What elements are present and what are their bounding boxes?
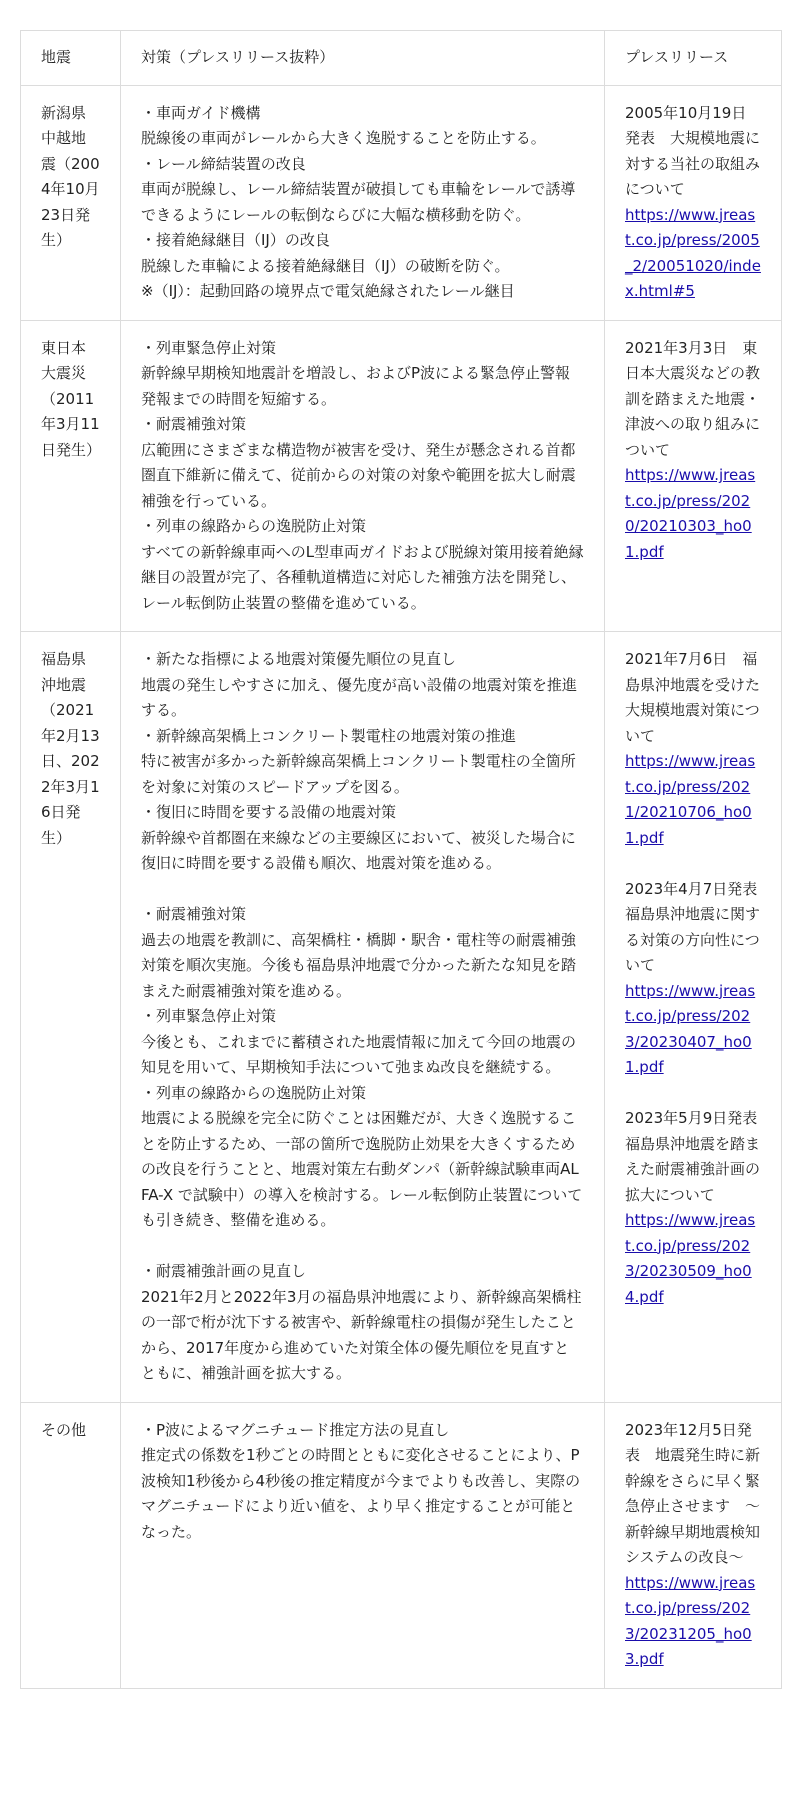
measure-line: ・復旧に時間を要する設備の地震対策 [141, 803, 397, 821]
press-release-link[interactable]: https://www.jreast.co.jp/press/2023/20230509_ho04.pdf [625, 1211, 756, 1306]
press-release-link[interactable]: https://www.jreast.co.jp/press/2020/20210303_ho01.pdf [625, 466, 756, 561]
measure-line: ・耐震補強対策 [141, 905, 247, 923]
measures-cell [121, 632, 605, 1403]
press-release-entry [625, 1106, 773, 1310]
measures-list [141, 101, 584, 305]
measure-line: ・新たな指標による地震対策優先順位の見直し [141, 650, 457, 668]
table-row [21, 1402, 782, 1688]
press-release-link[interactable]: https://www.jreast.co.jp/press/2023/20231205_ho03.pdf [625, 1573, 756, 1668]
measure-line: ・P波によるマグニチュード推定方法の見直し [141, 1420, 450, 1439]
measure-line: 脱線した車輪による接着絶縁継目（IJ）の破断を防ぐ。 [141, 256, 510, 275]
measure-line: 地震の発生しやすさに加え、優先度が高い設備の地震対策を推進する。 [141, 675, 577, 719]
measures-cell [121, 1402, 605, 1688]
measures-list [141, 1418, 584, 1546]
measure-line: ・列車緊急停止対策 [141, 1007, 277, 1025]
measure-line [141, 877, 584, 903]
measure-line: ※（IJ）：起動回路の境界点で電気絶縁されたレール継目 [141, 282, 515, 300]
press-release-title: 2021年3月3日 東日本大震災などの教訓を踏まえた地震・津波への取り組みについて [625, 338, 761, 459]
header-measures: 対策（プレスリリース抜粋） [121, 31, 605, 86]
press-release-entry [625, 877, 773, 1081]
measure-line: 車両が脱線し、レール締結装置が破損しても車輪をレールで誘導できるようにレールの転倒ならびに大幅な横移動を防ぐ。 [141, 180, 576, 224]
press-release-link[interactable]: https://www.jreast.co.jp/press/2005_2/20051020/index.html#5 [625, 205, 761, 300]
press-release-title: 2021年7月6日 福島県沖地震を受けた大規模地震対策について [625, 650, 761, 745]
measure-line: 推定式の係数を1秒ごとの時間とともに変化させることにより、P波検知1秒後から4秒後の推定精度が今までよりも改善し、実際のマグニチュードにより近い値を、より早く推定することが可能となった。 [141, 1446, 581, 1541]
measures-cell [121, 85, 605, 320]
measure-line: ・レール締結装置の改良 [141, 154, 306, 173]
measure-line: 新幹線や首都圏在来線などの主要線区において、被災した場合に復旧に時間を要する設備も順次、地震対策を進める。 [141, 828, 576, 872]
press-release-title: 2023年12月5日発表 地震発生時に新幹線をさらに早く緊急停止させます ～新幹線早期地震検知システムの改良～ [625, 1420, 761, 1566]
press-release-cell [605, 1402, 782, 1688]
earthquake-name-cell: 東日本大震災（2011年3月11日発生） [21, 320, 121, 632]
earthquake-name-cell: その他 [21, 1402, 121, 1688]
measure-line: ・列車の線路からの逸脱防止対策 [141, 517, 367, 535]
measure-line: ・車両ガイド機構 [141, 103, 261, 122]
measure-line [141, 1234, 584, 1260]
press-release-entry [625, 101, 761, 305]
measure-line: 広範囲にさまざまな構造物が被害を受け、発生が懸念される首都圏直下維新に備えて、従前からの対策の対象や範囲を拡大し耐震補強を行っている。 [141, 440, 576, 510]
press-release-title: 2023年5月9日発表 福島県沖地震を踏まえた耐震補強計画の拡大について [625, 1109, 773, 1204]
table-row [21, 85, 782, 320]
press-release-link[interactable]: https://www.jreast.co.jp/press/2023/20230407_ho01.pdf [625, 981, 756, 1076]
header-earthquake: 地震 [21, 31, 121, 86]
measure-line: ・接着絶縁継目（IJ）の改良 [141, 231, 330, 249]
measures-list [141, 647, 584, 1387]
measure-line: 新幹線早期検知地震計を増設し、およびP波による緊急停止警報発報までの時間を短縮する。 [141, 364, 571, 408]
earthquake-measures-table [20, 30, 782, 1689]
measures-cell [121, 320, 605, 632]
measure-line: ・新幹線高架橋上コンクリート製電柱の地震対策の推進 [141, 726, 516, 745]
press-release-title: 2005年10月19日発表 大規模地震に対する当社の取組みについて [625, 103, 761, 198]
press-release-entry [625, 1418, 761, 1673]
press-release-cell [605, 85, 782, 320]
press-release-cell [605, 632, 782, 1403]
earthquake-name-cell: 新潟県中越地震（2004年10月23日発生） [21, 85, 121, 320]
header-press-release: プレスリリース [605, 31, 782, 86]
measure-line: ・列車の線路からの逸脱防止対策 [141, 1083, 367, 1102]
measure-line: 過去の地震を教訓に、高架橋柱・橋脚・駅舎・電柱等の耐震補強対策を順次実施。今後も福島県沖地震で分かった新たな知見を踏まえた耐震補強対策を進める。 [141, 930, 577, 1000]
measure-line: 今後とも、これまでに蓄積された地震情報に加えて今回の地震の知見を用いて、早期検知手法について弛まぬ改良を継続する。 [141, 1032, 577, 1076]
table-row [21, 632, 782, 1403]
measure-line: 地震による脱線を完全に防ぐことは困難だが、大きく逸脱することを防止するため、一部の箇所で逸脱防止効果を大きくするための改良を行うことと、地震対策左右動ダンパ（新幹線試験車両ALFA-X で試験中）の導入を検討する。レール転倒防止装置についても引き続き、整備を進める。 [141, 1109, 583, 1229]
press-release-link[interactable]: https://www.jreast.co.jp/press/2021/20210706_ho01.pdf [625, 752, 756, 847]
press-release-cell [605, 320, 782, 632]
table-header-row [21, 31, 782, 86]
measure-line: 2021年2月と2022年3月の福島県沖地震により、新幹線高架橋柱の一部で桁が沈下する被害や、新幹線電柱の損傷が発生したことから、2017年度から進めていた対策全体の優先順位を見直すとともに、補強計画を拡大する。 [141, 1287, 582, 1382]
press-release-entry [625, 336, 761, 566]
measure-line: 脱線後の車両がレールから大きく逸脱することを防止する。 [141, 129, 546, 147]
press-release-entry [625, 647, 761, 851]
measure-line: ・耐震補強対策 [141, 415, 247, 433]
table-row [21, 320, 782, 632]
measure-line: 特に被害が多かった新幹線高架橋上コンクリート製電柱の全箇所を対象に対策のスピードアップを図る。 [141, 752, 576, 796]
table-body [21, 85, 782, 1688]
measures-list [141, 336, 584, 617]
measure-line: すべての新幹線車両へのL型車両ガイドおよび脱線対策用接着絶縁継目の設置が完了、各種軌道構造に対応した補強方法を開発し、レール転倒防止装置の整備を進めている。 [141, 542, 584, 612]
earthquake-name-cell: 福島県沖地震（2021年2月13日、2022年3月16日発生） [21, 632, 121, 1403]
press-release-title: 2023年4月7日発表 福島県沖地震に関する対策の方向性について [625, 879, 773, 974]
measure-line: ・耐震補強計画の見直し [141, 1262, 307, 1280]
measure-line: ・列車緊急停止対策 [141, 338, 277, 357]
